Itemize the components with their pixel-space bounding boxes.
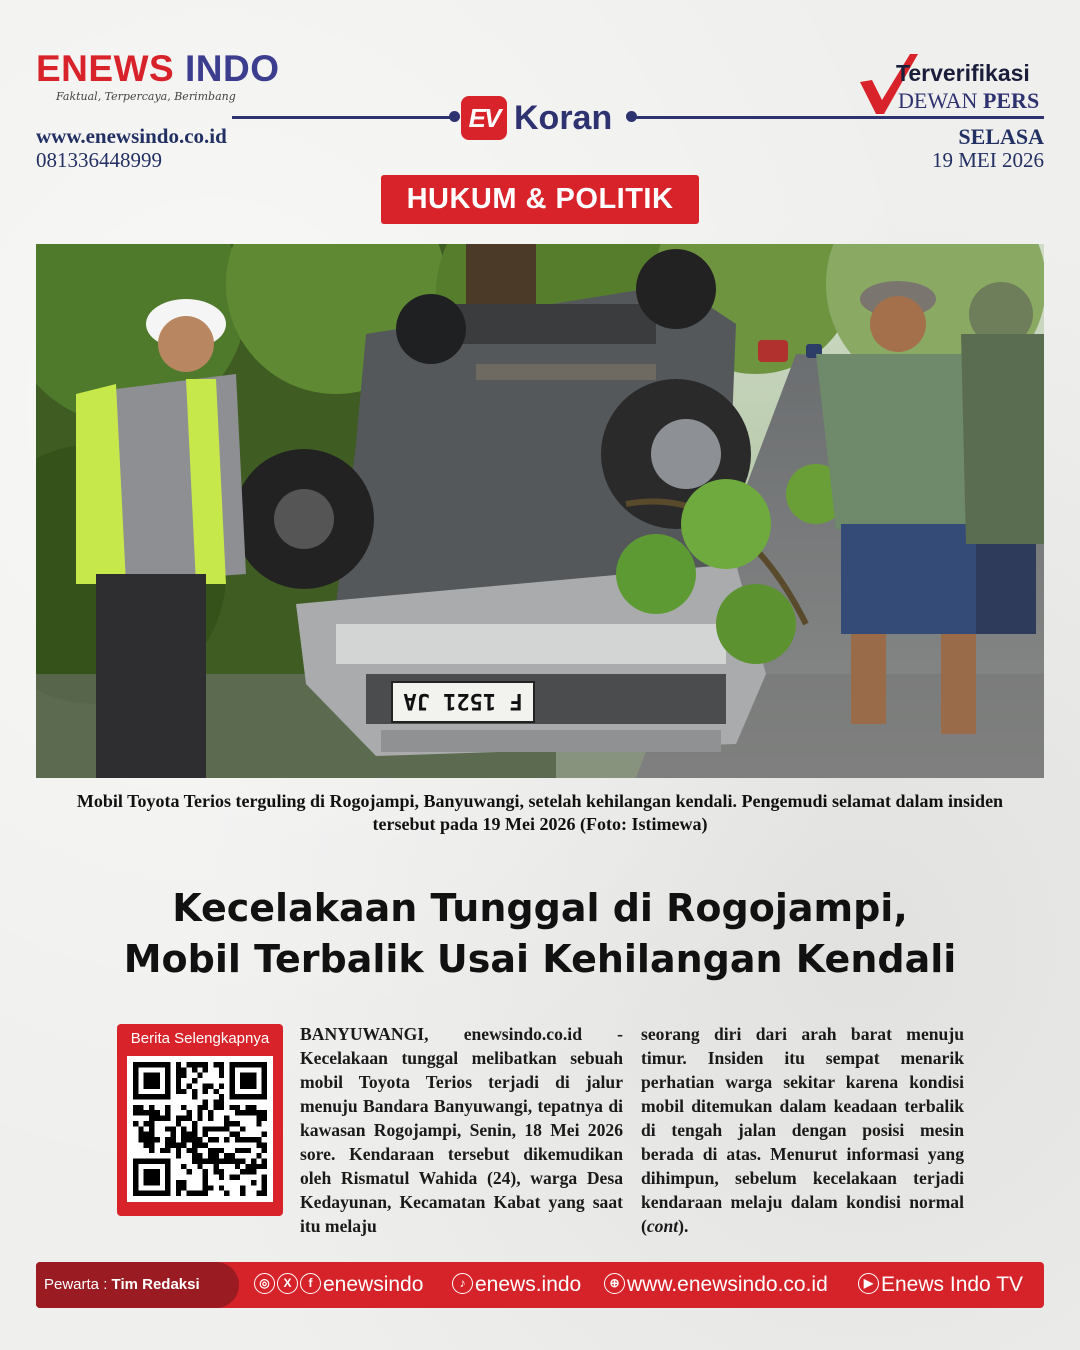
verification-line2 <box>898 88 1039 114</box>
instagram-icon: ◎ <box>254 1273 275 1294</box>
qr-code[interactable] <box>127 1056 273 1202</box>
footer-tiktok[interactable] <box>452 1262 581 1308</box>
brand-title-indo: INDO <box>184 48 280 89</box>
rubric-badge: HUKUM & POLITIK <box>381 175 699 224</box>
footer-website[interactable] <box>604 1262 828 1308</box>
dateline-day: SELASA <box>958 124 1044 149</box>
article-column-2-text: seorang diri dari arah barat menuju timur. Insiden itu sempat menarik perhatian warga sekitar karena kondisi mobil ditemukan dalam keadaan terbalik di tengah jalan dengan posisi mesin berada di atas. Menurut informasi yang dihimpun, sebelum kecelakaan terjadi kendaraan melaju dalam kondisi normal ( <box>641 1024 964 1236</box>
article-column-2-end: ). <box>678 1216 689 1236</box>
header-phone: 081336448999 <box>36 148 162 172</box>
article-column-2 <box>641 1022 964 1238</box>
photo-caption: Mobil Toyota Terios terguling di Rogojampi, Banyuwangi, setelah kehilangan kendali. Pengemudi selamat dalam insiden tersebut pada 19 Mei 2026 (Foto: Istimewa) <box>76 791 1004 834</box>
header-rule-left <box>232 116 454 119</box>
qr-code-icon <box>133 1062 267 1196</box>
verification-line1: Terverifikasi <box>896 60 1030 86</box>
ev-logo-badge: EV <box>461 96 507 140</box>
x-icon: X <box>277 1273 298 1294</box>
footer-social-handle: enewsindo <box>323 1273 424 1296</box>
pewarta-label: Pewarta : <box>44 1276 108 1293</box>
headline-line2: Mobil Terbalik Usai Kehilangan Kendali <box>123 937 957 981</box>
headline <box>40 883 1040 985</box>
footer-social[interactable] <box>254 1262 423 1308</box>
pewarta-name: Tim Redaksi <box>111 1276 200 1293</box>
footer-tiktok-handle: enews.indo <box>475 1273 582 1296</box>
brand-title <box>36 50 279 87</box>
pewarta-badge <box>36 1262 239 1308</box>
verification-pers: PERS <box>982 88 1040 113</box>
footer-website-text: www.enewsindo.co.id <box>627 1273 828 1296</box>
verification-badge <box>858 50 1048 120</box>
footer-bar <box>36 1262 1044 1308</box>
footer-youtube[interactable] <box>858 1262 1023 1308</box>
article-column-1: BANYUWANGI, enewsindo.co.id - Kecelakaan tunggal melibatkan sebuah mobil Toyota Terios terjadi di jalur menuju Bandara Banyuwangi, tepatnya di kawasan Rogojampi, Senin, 18 Mei 2026 sore. Kendaraan tersebut dikemudikan oleh Rismatul Wahida (24), warga Desa Kedayunan, Kecamatan Kabat yang saat itu melaju <box>300 1024 623 1236</box>
youtube-icon: ▶ <box>858 1273 879 1294</box>
facebook-icon: f <box>300 1273 321 1294</box>
brand-title-enews: ENEWS <box>36 48 175 89</box>
edition-label: Koran <box>514 99 613 137</box>
headline-line1: Kecelakaan Tunggal di Rogojampi, <box>172 886 908 930</box>
header-website[interactable]: www.enewsindo.co.id <box>36 124 227 148</box>
news-photo <box>36 244 1044 778</box>
license-plate-text: F 1521 JA <box>403 688 523 713</box>
dateline-date: 19 MEI 2026 <box>932 148 1044 172</box>
qr-panel[interactable] <box>117 1024 283 1216</box>
footer-youtube-text: Enews Indo TV <box>881 1273 1024 1296</box>
header-rule-dot-left <box>449 111 460 122</box>
qr-label: Berita Selengkapnya <box>130 1030 270 1047</box>
brand-tagline: Faktual, Terpercaya, Berimbang <box>56 90 236 103</box>
verification-dewan: DEWAN <box>898 88 978 113</box>
tiktok-icon: ♪ <box>452 1273 473 1294</box>
article-cont: cont <box>646 1216 679 1236</box>
brand-logo <box>36 50 279 103</box>
globe-icon: ⊕ <box>604 1273 625 1294</box>
